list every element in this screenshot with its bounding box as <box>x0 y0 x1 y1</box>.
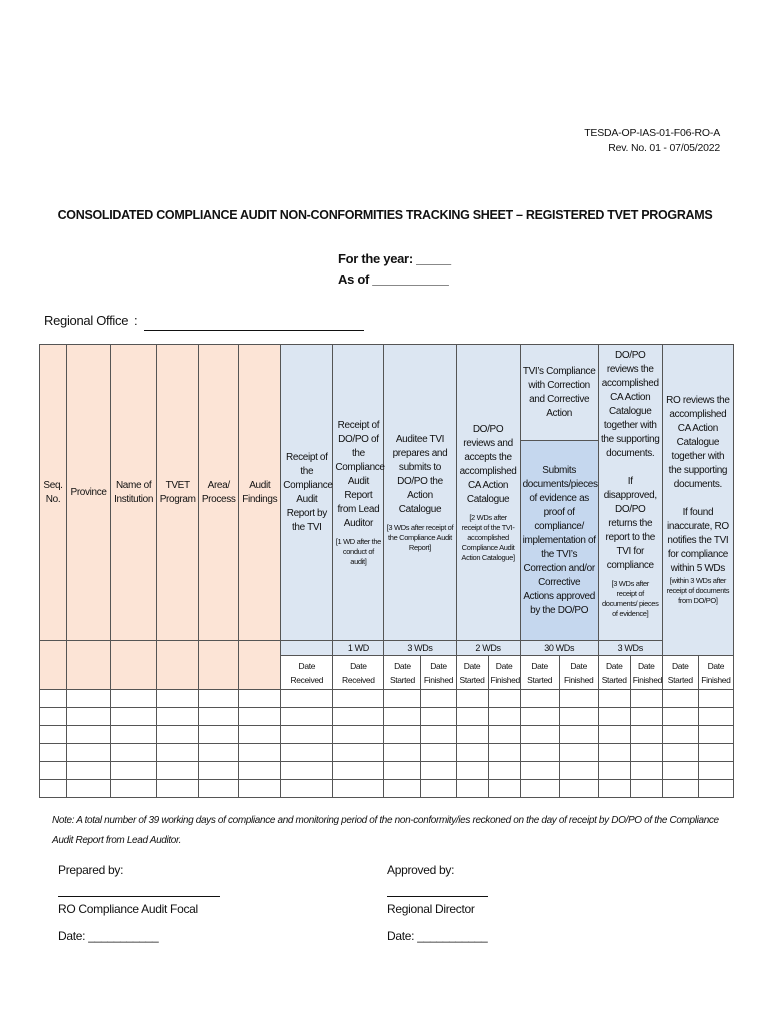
reporting-period <box>338 248 451 290</box>
dopo-reviews-note: [3 WDs after receipt of documents/ pieces of evidence] <box>601 579 659 618</box>
col-audit-findings: Audit Findings <box>239 345 281 641</box>
table-cell[interactable] <box>559 780 598 798</box>
table-cell[interactable] <box>520 708 559 726</box>
table-cell[interactable] <box>239 690 281 708</box>
table-cell[interactable] <box>157 708 199 726</box>
dopo-accepts-note: [2 WDs after receipt of the TVI-accomplished Compliance Audit Action Catalogue] <box>461 512 515 562</box>
prepared-by-label: Prepared by: <box>58 863 124 877</box>
table-cell[interactable] <box>67 762 111 780</box>
table-cell[interactable] <box>111 690 157 708</box>
dopo-accepts-label: DO/PO reviews and accepts the accomplished CA Action Catalogue <box>459 423 517 505</box>
wd-tvi-submits: 30 WDs <box>520 641 598 656</box>
col-ro-reviews <box>662 345 733 656</box>
table-cell[interactable] <box>333 726 384 744</box>
table-cell[interactable] <box>456 690 488 708</box>
table-cell[interactable] <box>239 744 281 762</box>
col-institution: Name of Institution <box>111 345 157 641</box>
for-the-year: For the year: _____ <box>338 251 451 266</box>
sub-date-finished-accepts: Date Finished <box>488 656 520 690</box>
col-tvi-submits: Submits documents/pieces of evidence as proof of compliance/ implementation of the TVI’s Correction and/or Corrective Actions approved by the DO/PO <box>520 441 598 641</box>
table-cell[interactable] <box>598 762 630 780</box>
ro-reviews-label: RO reviews the accomplished CA Action Catalogue together with the supporting documents. <box>666 395 730 490</box>
table-cell[interactable] <box>157 762 199 780</box>
table-cell[interactable] <box>199 708 239 726</box>
table-row <box>40 708 734 726</box>
table-cell[interactable] <box>456 762 488 780</box>
dopo-reviews-condition: If disapproved, DO/PO returns the report to the TVI for compliance <box>603 476 657 571</box>
revision-number: Rev. No. 01 - 07/05/2022 <box>608 142 720 154</box>
col-receipt-dopo <box>333 345 384 641</box>
table-cell[interactable] <box>239 726 281 744</box>
table-cell[interactable] <box>281 744 333 762</box>
table-cell[interactable] <box>698 708 733 726</box>
table-cell[interactable] <box>333 690 384 708</box>
table-cell[interactable] <box>559 762 598 780</box>
table-cell[interactable] <box>384 690 421 708</box>
table-cell[interactable] <box>40 708 67 726</box>
table-cell[interactable] <box>333 780 384 798</box>
table-cell[interactable] <box>384 708 421 726</box>
table-cell[interactable] <box>456 744 488 762</box>
table-cell[interactable] <box>630 744 662 762</box>
table-cell[interactable] <box>111 744 157 762</box>
table-cell[interactable] <box>111 726 157 744</box>
table-row <box>40 780 734 798</box>
col-dopo-accepts <box>456 345 520 641</box>
regional-office-field[interactable] <box>144 330 364 331</box>
table-cell[interactable] <box>421 780 456 798</box>
sub-date-received-tvi: Date Received <box>281 656 333 690</box>
table-cell[interactable] <box>598 690 630 708</box>
prepared-by-signature-line[interactable] <box>58 896 220 897</box>
col-area-process: Area/ Process <box>199 345 239 641</box>
table-cell[interactable] <box>239 708 281 726</box>
seq-no-sub-blank <box>40 641 67 690</box>
table-body <box>40 690 734 798</box>
table-cell[interactable] <box>520 726 559 744</box>
table-cell[interactable] <box>698 780 733 798</box>
table-cell[interactable] <box>111 708 157 726</box>
table-cell[interactable] <box>111 762 157 780</box>
table-cell[interactable] <box>111 780 157 798</box>
table-cell[interactable] <box>559 726 598 744</box>
table-row <box>40 762 734 780</box>
program-sub-blank <box>157 641 199 690</box>
table-cell[interactable] <box>421 744 456 762</box>
wd-dopo-accepts: 2 WDs <box>456 641 520 656</box>
col-seq-no: Seq. No. <box>40 345 67 641</box>
table-cell[interactable] <box>559 690 598 708</box>
table-cell[interactable] <box>40 744 67 762</box>
table-cell[interactable] <box>421 762 456 780</box>
receipt-tvi-wd-blank <box>281 641 333 656</box>
table-cell[interactable] <box>598 780 630 798</box>
wd-auditee-prepares: 3 WDs <box>384 641 456 656</box>
table-cell[interactable] <box>662 744 698 762</box>
table-cell[interactable] <box>40 690 67 708</box>
table-cell[interactable] <box>662 690 698 708</box>
table-row <box>40 744 734 762</box>
table-cell[interactable] <box>630 762 662 780</box>
table-cell[interactable] <box>662 708 698 726</box>
sub-date-started-ro-reviews: Date Started <box>662 656 698 690</box>
table-cell[interactable] <box>520 690 559 708</box>
approved-by-role: Regional Director <box>387 902 475 916</box>
area-sub-blank <box>199 641 239 690</box>
table-cell[interactable] <box>281 708 333 726</box>
table-cell[interactable] <box>67 744 111 762</box>
wd-receipt-dopo: 1 WD <box>333 641 384 656</box>
table-cell[interactable] <box>421 726 456 744</box>
table-cell[interactable] <box>40 726 67 744</box>
table-cell[interactable] <box>199 726 239 744</box>
table-cell[interactable] <box>698 762 733 780</box>
table-row <box>40 726 734 744</box>
table-cell[interactable] <box>520 762 559 780</box>
table-cell[interactable] <box>199 780 239 798</box>
table-cell[interactable] <box>488 762 520 780</box>
table-cell[interactable] <box>488 690 520 708</box>
table-cell[interactable] <box>662 780 698 798</box>
col-auditee-prepares <box>384 345 456 641</box>
table-cell[interactable] <box>662 762 698 780</box>
table-cell[interactable] <box>333 744 384 762</box>
regional-office-label: Regional Office <box>44 313 129 328</box>
table-cell[interactable] <box>456 780 488 798</box>
table-cell[interactable] <box>281 726 333 744</box>
table-cell[interactable] <box>67 726 111 744</box>
tracking-table <box>39 344 734 798</box>
table-cell[interactable] <box>281 780 333 798</box>
table-cell[interactable] <box>67 690 111 708</box>
prepared-by-role: RO Compliance Audit Focal <box>58 902 198 916</box>
findings-sub-blank <box>239 641 281 690</box>
col-receipt-tvi <box>281 345 333 641</box>
table-cell[interactable] <box>281 762 333 780</box>
receipt-tvi-label: Receipt of the Compliance Audit Report by the TVI <box>283 451 333 533</box>
col-tvet-program: TVET Program <box>157 345 199 641</box>
table-cell[interactable] <box>698 726 733 744</box>
table-cell[interactable] <box>488 726 520 744</box>
table-cell[interactable] <box>559 708 598 726</box>
ro-reviews-note: [within 3 WDs after receipt of documents from DO/PO] <box>666 576 730 605</box>
table-cell[interactable] <box>488 708 520 726</box>
table-cell[interactable] <box>239 780 281 798</box>
sub-date-started-accepts: Date Started <box>456 656 488 690</box>
sub-date-finished-auditee: Date Finished <box>421 656 456 690</box>
table-cell[interactable] <box>456 726 488 744</box>
as-of: As of ___________ <box>338 272 449 287</box>
col-dopo-reviews <box>598 345 662 641</box>
table-cell[interactable] <box>520 744 559 762</box>
table-cell[interactable] <box>421 708 456 726</box>
table-cell[interactable] <box>598 744 630 762</box>
table-cell[interactable] <box>384 780 421 798</box>
receipt-dopo-note: [1 WD after the conduct of audit] <box>335 536 381 566</box>
col-province: Province <box>67 345 111 641</box>
prepared-date: Date: ___________ <box>58 929 159 943</box>
table-cell[interactable] <box>488 744 520 762</box>
table-cell[interactable] <box>598 726 630 744</box>
table-cell[interactable] <box>333 762 384 780</box>
sub-date-finished-ro-reviews: Date Finished <box>698 656 733 690</box>
receipt-dopo-label: Receipt of DO/PO of the Compliance Audit Report from Lead Auditor <box>335 419 385 529</box>
table-cell[interactable] <box>384 762 421 780</box>
sub-date-started-dopo-reviews: Date Started <box>598 656 630 690</box>
table-cell[interactable] <box>199 690 239 708</box>
table-cell[interactable] <box>67 780 111 798</box>
col-tvi-compliance: TVI’s Compliance with Correction and Corrective Action <box>520 345 598 441</box>
table-cell[interactable] <box>630 780 662 798</box>
sub-date-started-submits: Date Started <box>520 656 559 690</box>
document-reference <box>584 126 720 156</box>
table-cell[interactable] <box>333 708 384 726</box>
table-cell[interactable] <box>630 708 662 726</box>
table-cell[interactable] <box>199 744 239 762</box>
table-cell[interactable] <box>239 762 281 780</box>
auditee-prepares-note: [3 WDs after receipt of the Compliance Audit Report] <box>386 522 454 552</box>
dopo-reviews-label: DO/PO reviews the accomplished CA Action Catalogue together with the supporting documents. <box>600 350 660 459</box>
table-cell[interactable] <box>456 708 488 726</box>
sub-date-finished-dopo-reviews: Date Finished <box>630 656 662 690</box>
table-cell[interactable] <box>698 744 733 762</box>
table-cell[interactable] <box>698 690 733 708</box>
regional-office-colon: : <box>134 313 138 328</box>
table-cell[interactable] <box>40 762 67 780</box>
table-cell[interactable] <box>384 744 421 762</box>
ro-reviews-condition: If found inaccurate, RO notifies the TVI for compliance within 5 WDs <box>666 507 729 574</box>
sub-date-started-auditee: Date Started <box>384 656 421 690</box>
sub-date-finished-submits: Date Finished <box>559 656 598 690</box>
table-cell[interactable] <box>559 744 598 762</box>
sub-date-received-dopo: Date Received <box>333 656 384 690</box>
table-cell[interactable] <box>157 780 199 798</box>
auditee-prepares-label: Auditee TVI prepares and submits to DO/PO the Action Catalogue <box>392 433 448 515</box>
table-cell[interactable] <box>421 690 456 708</box>
institution-sub-blank <box>111 641 157 690</box>
document-title: CONSOLIDATED COMPLIANCE AUDIT NON-CONFORMITIES TRACKING SHEET – REGISTERED TVET PROGRAMS <box>57 208 713 222</box>
table-cell[interactable] <box>384 726 421 744</box>
table-cell[interactable] <box>630 726 662 744</box>
table-cell[interactable] <box>488 780 520 798</box>
form-code: TESDA-OP-IAS-01-F06-RO-A <box>584 127 720 139</box>
table-row <box>40 690 734 708</box>
table-cell[interactable] <box>157 726 199 744</box>
table-cell[interactable] <box>67 708 111 726</box>
approved-date: Date: ___________ <box>387 929 488 943</box>
approved-by-signature-line[interactable] <box>387 896 488 897</box>
table-cell[interactable] <box>598 708 630 726</box>
table-cell[interactable] <box>281 690 333 708</box>
table-cell[interactable] <box>630 690 662 708</box>
table-cell[interactable] <box>157 744 199 762</box>
table-cell[interactable] <box>662 726 698 744</box>
table-cell[interactable] <box>199 762 239 780</box>
table-cell[interactable] <box>157 690 199 708</box>
approved-by-label: Approved by: <box>387 863 455 877</box>
table-cell[interactable] <box>520 780 559 798</box>
note: Note: A total number of 39 working days of compliance and monitoring period of the non-conformity/ies reckoned on the day of receipt by DO/PO of the Compliance Audit Report from Lead Auditor. <box>52 815 719 846</box>
table-cell[interactable] <box>40 780 67 798</box>
province-sub-blank <box>67 641 111 690</box>
wd-dopo-reviews: 3 WDs <box>598 641 662 656</box>
